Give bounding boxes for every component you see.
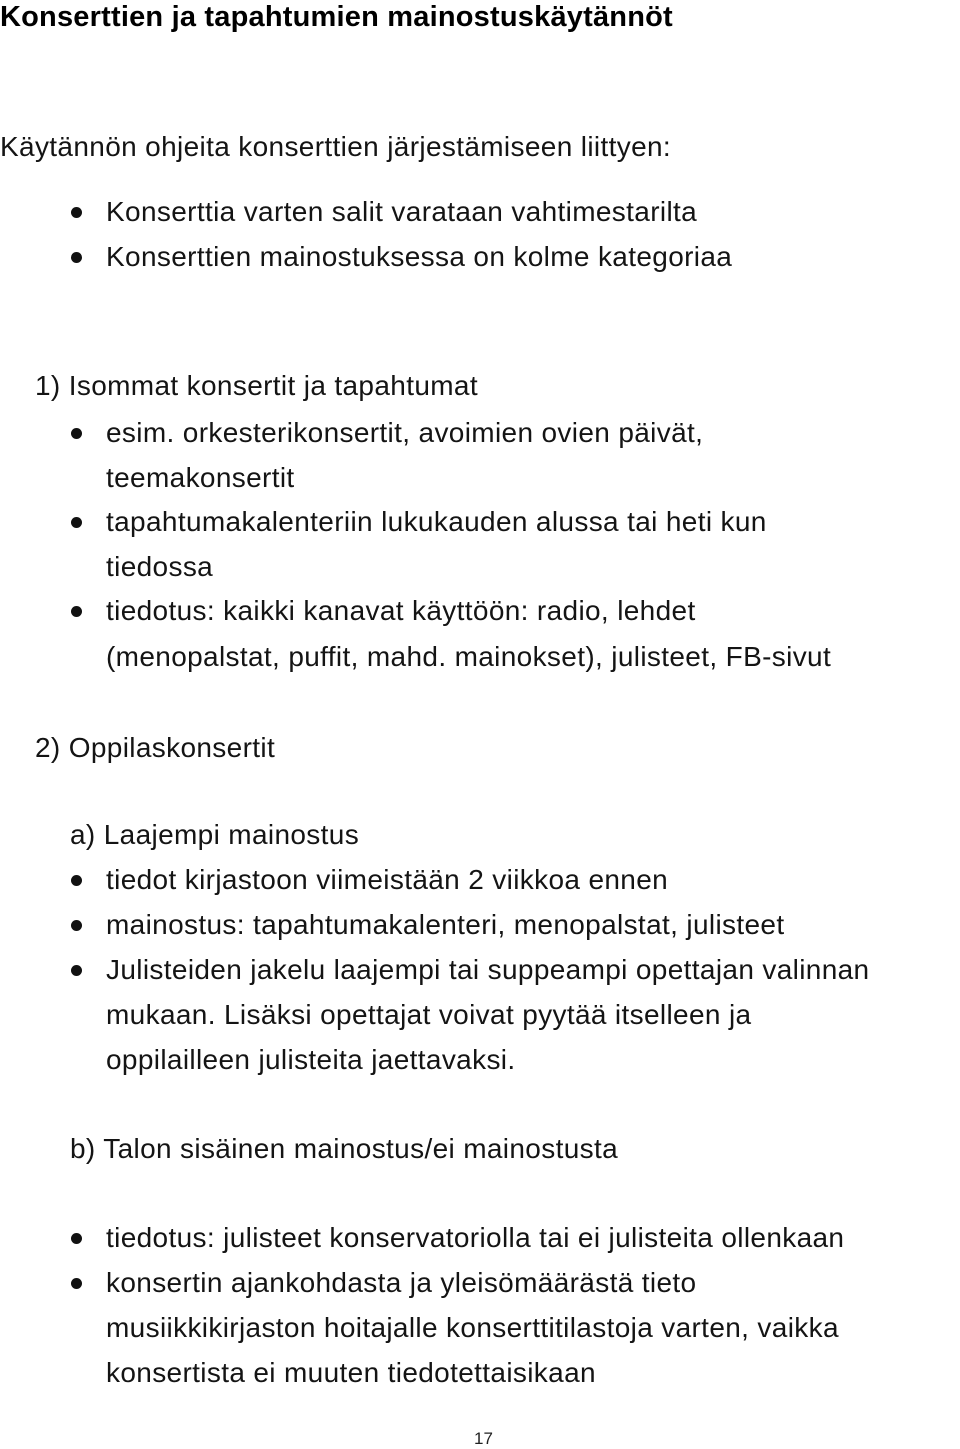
bullet-icon bbox=[71, 920, 82, 931]
section2a-heading: a) Laajempi mainostus bbox=[70, 819, 360, 850]
bullet-icon bbox=[71, 875, 82, 886]
intro-bullet-2: Konserttien mainostuksessa on kolme kategoriaa bbox=[106, 241, 733, 272]
section2b-heading: b) Talon sisäinen mainostus/ei mainostusta bbox=[70, 1133, 619, 1164]
section2a-bullet-3-line-1: Julisteiden jakelu laajempi tai suppeampi opettajan valinnan bbox=[106, 954, 870, 985]
bullet-icon bbox=[71, 1233, 82, 1244]
section1-bullet-1-line-2: teemakonsertit bbox=[106, 462, 295, 493]
section1-bullet-3-line-1: tiedotus: kaikki kanavat käyttöön: radio, lehdet bbox=[106, 595, 696, 626]
section2a-bullet-3-line-2: mukaan. Lisäksi opettajat voivat pyytää itselleen ja bbox=[106, 999, 752, 1030]
bullet-icon bbox=[71, 965, 82, 976]
section2a-bullet-2: mainostus: tapahtumakalenteri, menopalstat, julisteet bbox=[106, 909, 785, 940]
bullet-icon bbox=[71, 517, 82, 528]
section1-bullet-3-line-2: (menopalstat, puffit, mahd. mainokset), julisteet, FB-sivut bbox=[106, 641, 832, 672]
section2b-bullet-2-line-2: musiikkikirjaston hoitajalle konserttitilastoja varten, vaikka bbox=[106, 1312, 839, 1343]
section2-heading: 2) Oppilaskonsertit bbox=[35, 732, 276, 763]
page-title: Konserttien ja tapahtumien mainostuskäytännöt bbox=[0, 1, 673, 33]
bullet-icon bbox=[71, 606, 82, 617]
intro-text: Käytännön ohjeita konserttien järjestämiseen liittyen: bbox=[0, 131, 672, 162]
section2b-bullet-2-line-3: konsertista ei muuten tiedotettaisikaan bbox=[106, 1357, 596, 1388]
bullet-icon bbox=[71, 428, 82, 439]
section2b-bullet-2-line-1: konsertin ajankohdasta ja yleisömäärästä tieto bbox=[106, 1267, 697, 1298]
bullet-icon bbox=[71, 252, 82, 263]
section1-heading: 1) Isommat konsertit ja tapahtumat bbox=[35, 370, 478, 401]
bullet-icon bbox=[71, 207, 82, 218]
bullet-icon bbox=[71, 1278, 82, 1289]
section2a-bullet-1: tiedot kirjastoon viimeistään 2 viikkoa ennen bbox=[106, 864, 669, 895]
section1-bullet-2-line-2: tiedossa bbox=[106, 551, 214, 582]
page-number: 17 bbox=[474, 1429, 493, 1448]
section1-bullet-2-line-1: tapahtumakalenteriin lukukauden alussa tai heti kun bbox=[106, 506, 767, 537]
section1-bullet-1-line-1: esim. orkesterikonsertit, avoimien ovien päivät, bbox=[106, 417, 704, 448]
section2b-bullet-1: tiedotus: julisteet konservatoriolla tai ei julisteita ollenkaan bbox=[106, 1222, 845, 1253]
intro-bullet-1: Konserttia varten salit varataan vahtimestarilta bbox=[106, 196, 698, 227]
section2a-bullet-3-line-3: oppilailleen julisteita jaettavaksi. bbox=[106, 1044, 516, 1075]
